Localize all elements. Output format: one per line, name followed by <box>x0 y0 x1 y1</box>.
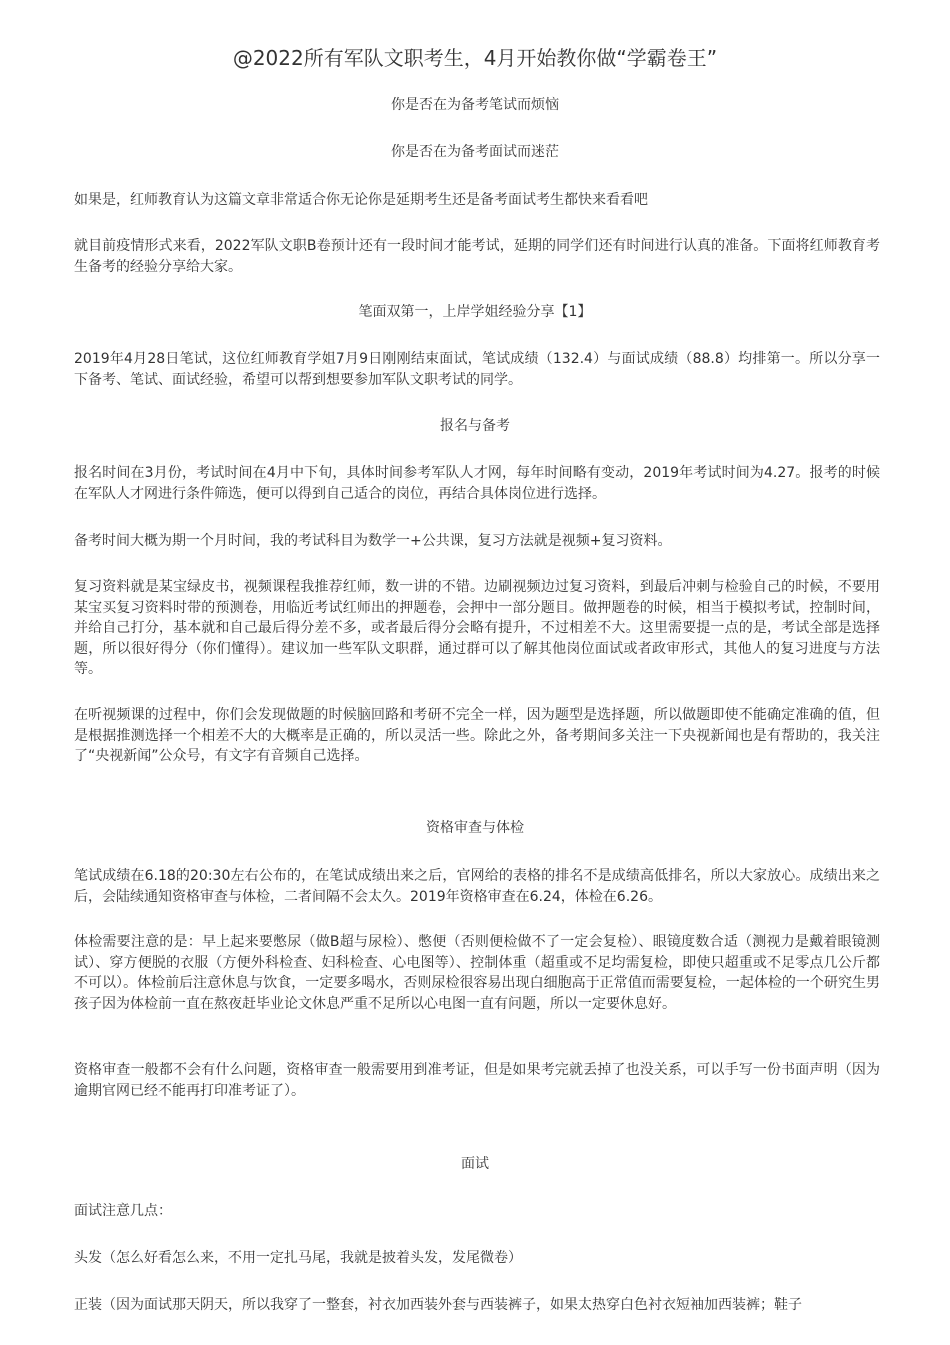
check-paragraph-3: 资格审查一般都不会有什么问题，资格审查一般需要用到准考证，但是如果考完就丢掉了也没关系，可以手写一份书面声明（因为逾期官网已经不能再打印准考证了）。 <box>74 1062 880 1099</box>
signup-paragraph-2: 备考时间大概为期一个月时间，我的考试科目为数学一+公共课，复习方法就是视频+复习资料。 <box>74 533 672 549</box>
signup-paragraph-3: 复习资料就是某宝绿皮书，视频课程我推荐红师，数一讲的不错。边刷视频边过复习资料，到最后冲刺与检验自己的时候，不要用某宝买复习资料时带的预测卷，用临近考试红师出的押题卷，会押中一部分题目。做押题卷的时候，相当于模拟考试，控制时间，并给自己打分，基本就和自己最后得分差不多，或者最后得分会略有提升，不过相差不大。这里需要提一点的是，考试全部是选择题，所以很好得分（你们懂得）。建议加一些军队文职群，通过群可以了解其他岗位面试或者政审形式，其他人的复习进度与方法等。 <box>74 579 880 677</box>
section-heading-check: 资格审查与体检 <box>426 820 524 836</box>
intro-question-exam: 你是否在为备考笔试而烦恼 <box>391 97 559 113</box>
interview-paragraph-3: 正装（因为面试那天阴天，所以我穿了一整套，衬衣加西装外套与西装裤子，如果太热穿白色衬衣短袖加西装裤；鞋子 <box>74 1297 802 1313</box>
interview-paragraph-1: 面试注意几点： <box>74 1203 172 1219</box>
intro-question-interview: 你是否在为备考面试而迷茫 <box>391 144 559 160</box>
share-paragraph: 2019年4月28日笔试，这位红师教育学姐7月9日刚刚结束面试，笔试成绩（132.4）与面试成绩（88.8）均排第一。所以分享一下备考、笔试、面试经验，希望可以帮到想要参加军队文职考试的同学。 <box>74 351 880 388</box>
section-heading-signup: 报名与备考 <box>440 418 510 434</box>
signup-paragraph-4: 在听视频课的过程中，你们会发现做题的时候脑回路和考研不完全一样，因为题型是选择题，所以做题即使不能确定准确的值，但是根据推测选择一个相差不大的大概率是正确的，所以灵活一些。除此之外，备考期间多关注一下央视新闻也是有帮助的，我关注了“央视新闻”公众号，有文字有音频自己选择。 <box>74 707 880 764</box>
interview-paragraph-2: 头发（怎么好看怎么来，不用一定扎马尾，我就是披着头发，发尾微卷） <box>74 1250 522 1266</box>
intro-paragraph-2: 就目前疫情形式来看，2022军队文职B卷预计还有一段时间才能考试，延期的同学们还有时间进行认真的准备。下面将红师教育考生备考的经验分享给大家。 <box>74 238 880 275</box>
intro-paragraph: 如果是，红师教育认为这篇文章非常适合你无论你是延期考生还是备考面试考生都快来看看吧 <box>74 192 648 208</box>
check-paragraph-1: 笔试成绩在6.18的20:30左右公布的，在笔试成绩出来之后，官网给的表格的排名不是成绩高低排名，所以大家放心。成绩出来之后，会陆续通知资格审查与体检，二者间隔不会太久。2019年资格审查在6.24，体检在6.26。 <box>74 868 880 905</box>
article-title: @2022所有军队文职考生，4月开始教你做“学霸卷王” <box>232 46 718 70</box>
section-heading-interview: 面试 <box>461 1156 489 1172</box>
signup-paragraph-1: 报名时间在3月份，考试时间在4月中下旬，具体时间参考军队人才网，每年时间略有变动，2019年考试时间为4.27。报考的时候在军队人才网进行条件筛选，便可以得到自己适合的岗位，再结合具体岗位进行选择。 <box>74 465 880 502</box>
section-heading-share: 笔面双第一，上岸学姐经验分享【1】 <box>358 304 592 320</box>
check-paragraph-2: 体检需要注意的是：早上起来要憋尿（做B超与尿检）、憋便（否则便检做不了一定会复检）、眼镜度数合适（测视力是戴着眼镜测试）、穿方便脱的衣服（方便外科检查、妇科检查、心电图等）、控制体重（超重或不足均需复检，即使只超重或不足零点几公斤都不可以）。体检前后注意休息与饮食，一定要多喝水，否则尿检很容易出现白细胞高于正常值而需要复检，一起体检的一个研究生男孩子因为体检前一直在熬夜赶毕业论文休息严重不足所以心电图一直有问题，所以一定要休息好。 <box>74 934 880 1012</box>
